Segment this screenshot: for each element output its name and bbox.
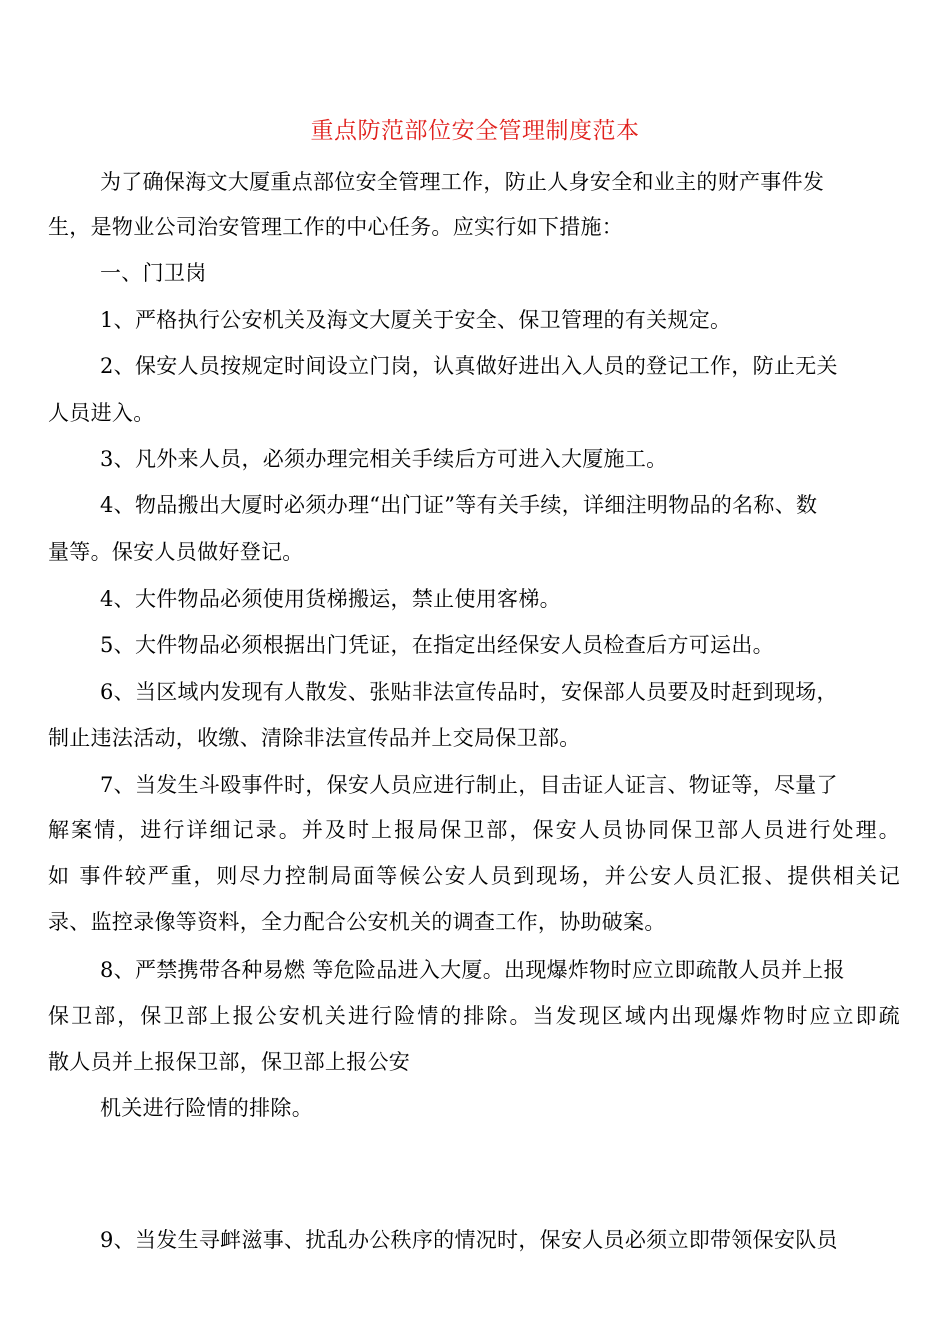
paragraph-line: 9、当发生寻衅滋事、扰乱办公秩序的情况时，保安人员必须立即带领保安队员	[100, 1228, 838, 1252]
document-title: 重点防范部位安全管理制度范本	[310, 118, 640, 144]
paragraph-line: 生，是物业公司治安管理工作的中心任务。应实行如下措施：	[48, 215, 624, 239]
paragraph-line: 散人员并上报保卫部，保卫部上报公安	[48, 1050, 411, 1074]
paragraph-line: 6、当区域内发现有人散发、张贴非法宣传品时，安保部人员要及时赶到现场，	[100, 680, 838, 704]
paragraph-line: 8、严禁携带各种易燃 等危险品进入大厦。出现爆炸物时应立即疏散人员并上报	[100, 958, 845, 982]
paragraph-line: 保卫部，保卫部上报公安机关进行险情的排除。当发现区域内出现爆炸物时应立即疏	[48, 1004, 900, 1028]
paragraph-line: 5、大件物品必须根据出门凭证，在指定出经保安人员检查后方可运出。	[100, 633, 774, 657]
paragraph-line: 为了确保海文大厦重点部位安全管理工作，防止人身安全和业主的财产事件发	[100, 170, 825, 194]
paragraph-line: 制止违法活动，收缴、清除非法宣传品并上交局保卫部。	[48, 726, 581, 750]
paragraph-line: 3、凡外来人员，必须办理完相关手续后方可进入大厦施工。	[100, 447, 668, 471]
section-heading: 一、门卫岗	[100, 261, 207, 285]
paragraph-line: 4、大件物品必须使用货梯搬运，禁止使用客梯。	[100, 587, 561, 611]
paragraph-line: 2、保安人员按规定时间设立门岗，认真做好进出入人员的登记工作，防止无关	[100, 354, 838, 378]
paragraph-line: 量等。保安人员做好登记。	[48, 540, 304, 564]
paragraph-line: 解案情，进行详细记录。并及时上报局保卫部，保安人员协同保卫部人员进行处理。	[48, 818, 900, 842]
paragraph-line: 人员进入。	[48, 401, 155, 425]
paragraph-line: 机关进行险情的排除。	[100, 1096, 313, 1120]
paragraph-line: 如 事件较严重，则尽力控制局面等候公安人员到现场，并公安人员汇报、提供相关记	[48, 864, 900, 888]
paragraph-line: 7、当发生斗殴事件时，保安人员应进行制止，目击证人证言、物证等，尽量了	[100, 773, 838, 797]
paragraph-line: 1、严格执行公安机关及海文大厦关于安全、保卫管理的有关规定。	[100, 308, 732, 332]
paragraph-line: 录、监控录像等资料，全力配合公安机关的调查工作，协助破案。	[48, 910, 666, 934]
paragraph-line: 4、物品搬出大厦时必须办理“出门证”等有关手续，详细注明物品的名称、数	[100, 493, 818, 517]
